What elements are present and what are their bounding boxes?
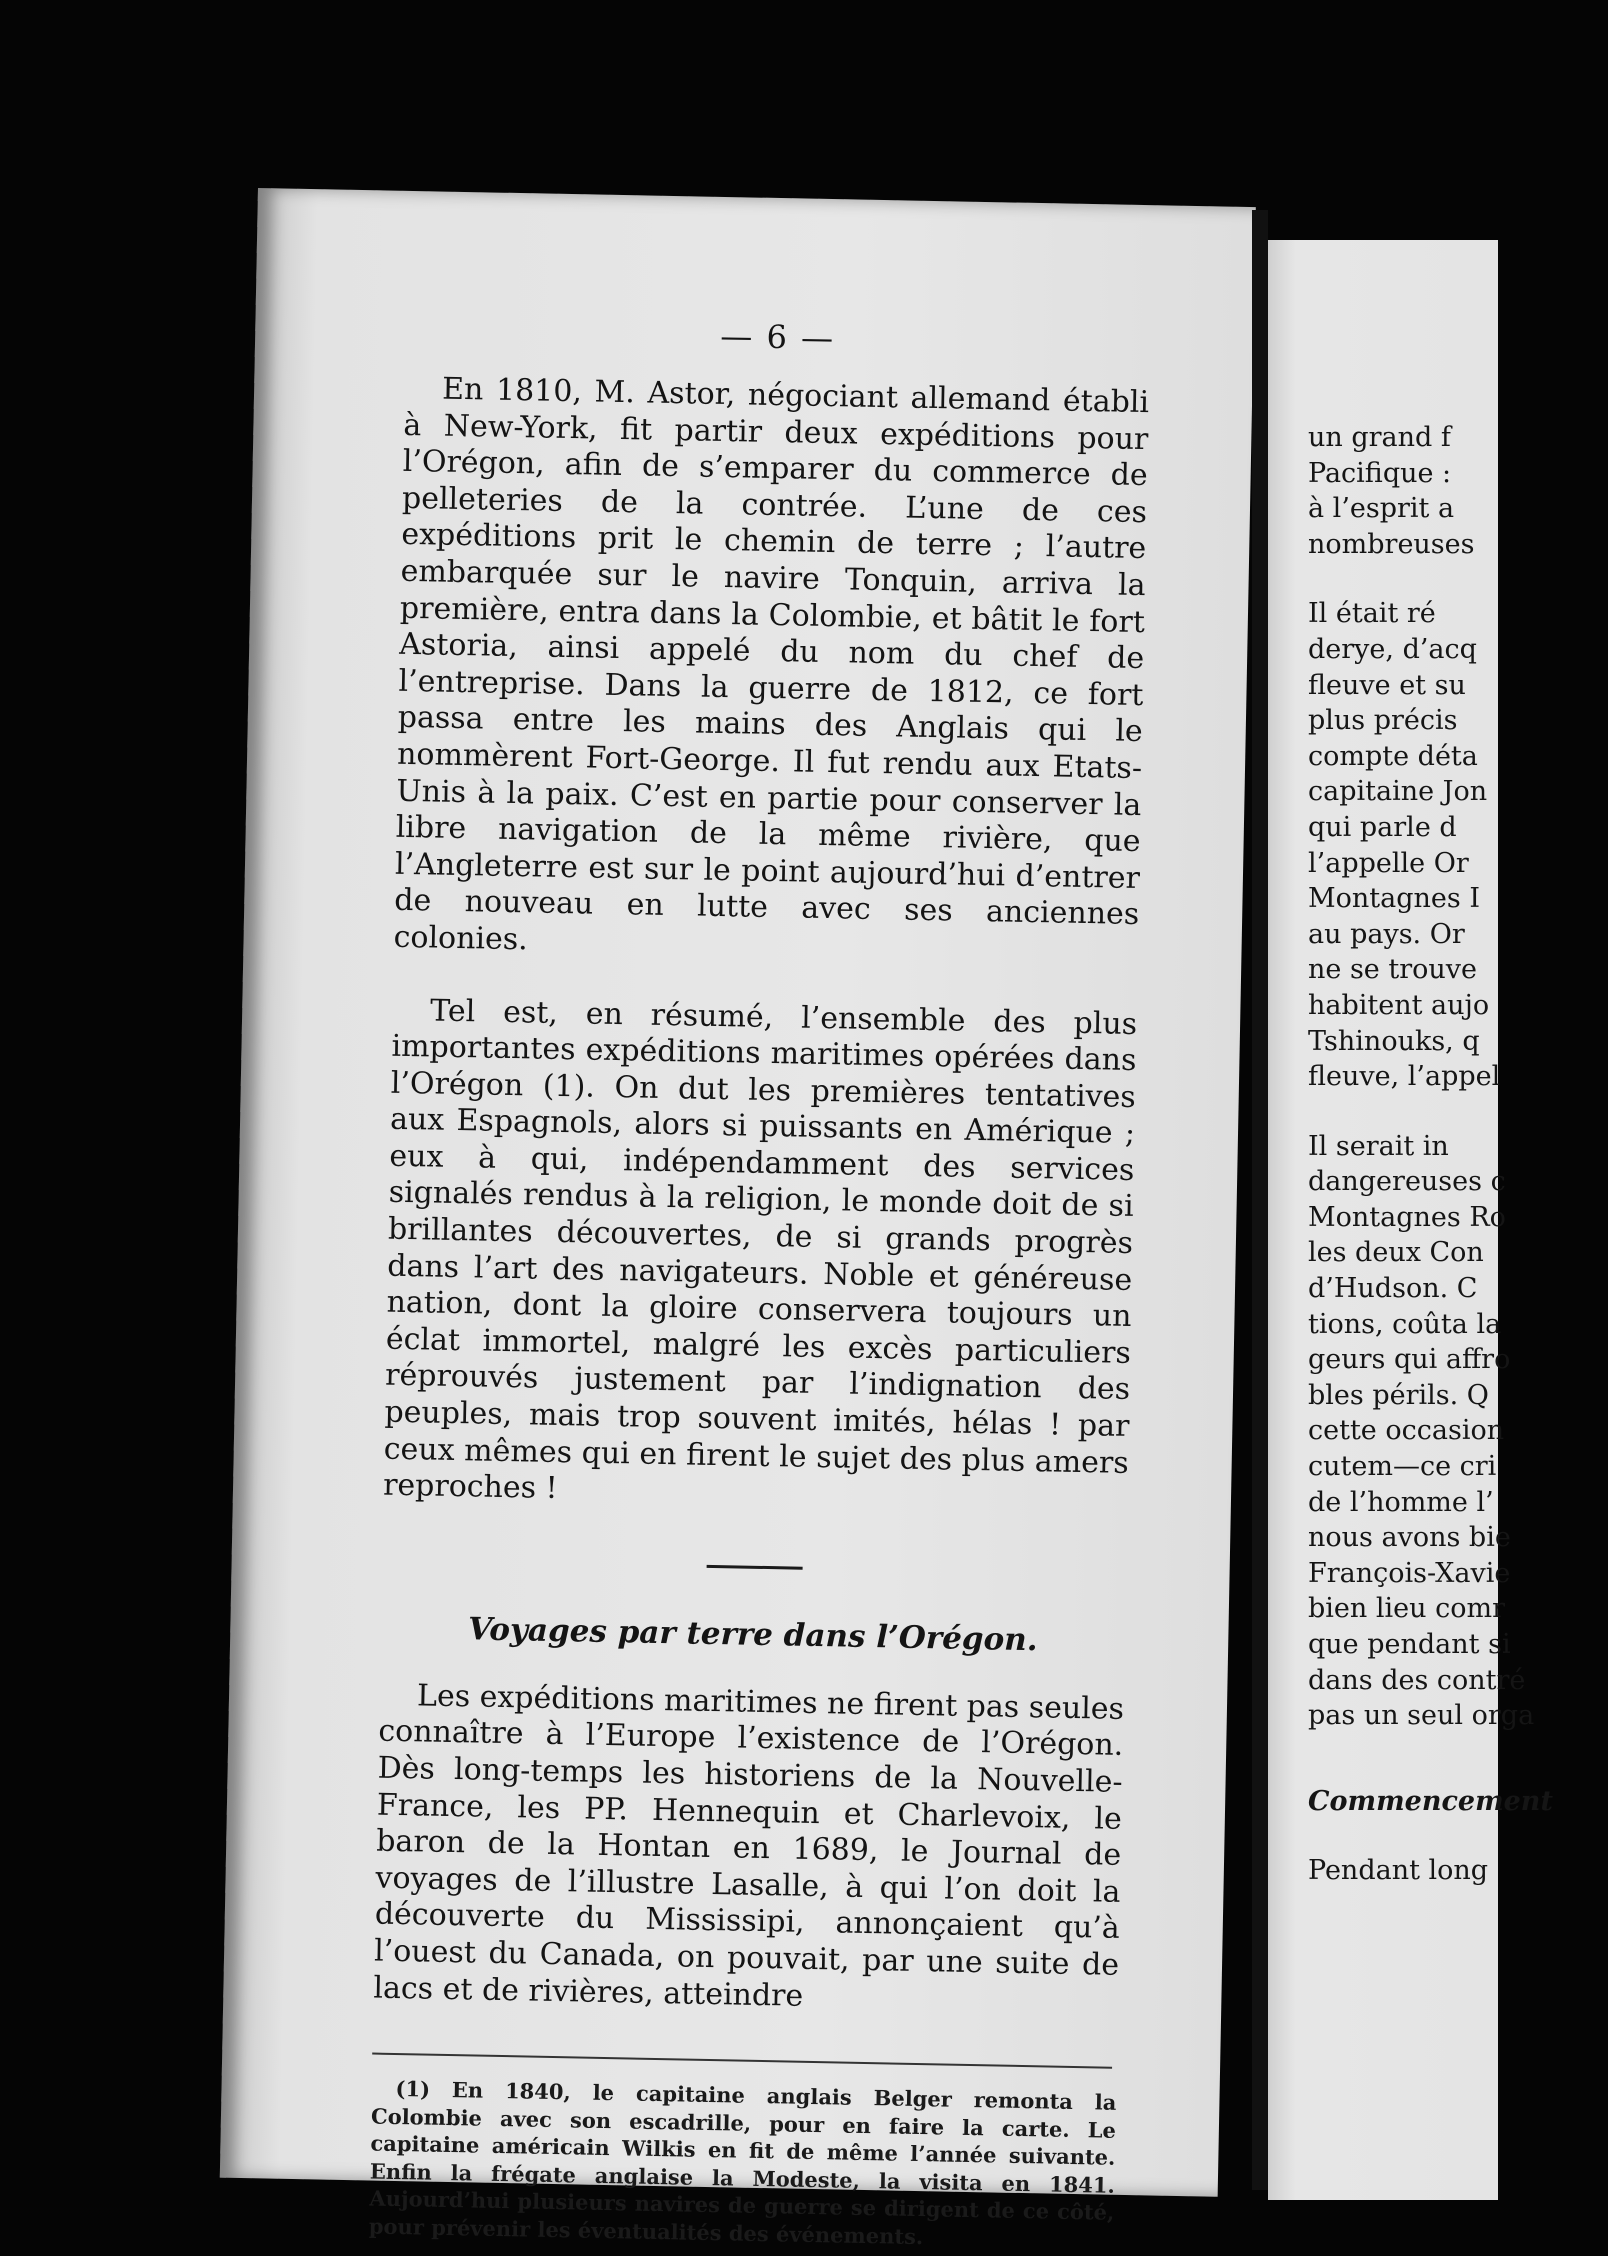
- right-page-content: [1308, 420, 1608, 1889]
- right-line: un grand f: [1308, 422, 1451, 453]
- right-line: habitent aujo: [1308, 989, 1490, 1021]
- right-line: pas un seul orga: [1308, 1700, 1535, 1732]
- footnote: (1) En 1840, le capitaine anglais Belger remonta la Colombie avec son escadrille, pour en faire la carte. Le capitaine américain Wilkis en fit de même l’année suivante. Enfin la frégate anglaise la Modeste, la visita en 1841. Aujourd’hui plusieurs navires de guerre se dirigent de ce côté, pour prévenir les éventualités des événements.: [368, 2076, 1117, 2249]
- right-line: à l’esprit a: [1308, 493, 1455, 525]
- right-line: capitaine Jon: [1308, 776, 1488, 808]
- right-line: les deux Con: [1308, 1237, 1484, 1269]
- page-number: — 6 —: [720, 316, 836, 358]
- left-page-content: [369, 311, 1151, 2254]
- paragraph-summary: Tel est, en résumé, l’ensemble des plus importantes expéditions maritimes opérées dans l’Orégon (1). On dut les premières tentatives aux Espagnols, alors si puissants en Amérique ; eux à qui, indépendamment des services signalés rendus à la religion, le monde doit de si brillantes découvertes, de si grands progrès dans l’art des navigateurs. Noble et généreuse nation, dont la gloire conservera toujours un éclat immortel, malgré les excès particuliers réprouvés justement par l’indignation des peuples, mais trop souvent imités, hélas ! par ceux mêmes qui en firent le sujet des plus amers reproches !: [382, 992, 1138, 1507]
- paragraph-gap: [1308, 562, 1608, 596]
- footnote-rule: [372, 2053, 1112, 2069]
- right-line: d’Hudson. C: [1308, 1273, 1478, 1305]
- paragraph-gap: [1308, 1819, 1608, 1853]
- right-line: cutem—ce cri: [1308, 1451, 1497, 1483]
- right-line: bles périls. Q: [1308, 1379, 1489, 1411]
- right-line: tions, coûta la: [1308, 1308, 1502, 1340]
- right-line: Montagnes Ro: [1308, 1201, 1506, 1233]
- right-line: au pays. Or: [1308, 918, 1465, 950]
- right-line: bien lieu comr: [1308, 1593, 1505, 1625]
- right-line: Il serait in: [1308, 1130, 1449, 1162]
- paragraph-gap: [1308, 1095, 1608, 1129]
- right-line: Tshinouks, q: [1308, 1025, 1480, 1057]
- right-line: nous avons bie: [1308, 1522, 1511, 1554]
- right-line: compte déta: [1308, 740, 1478, 772]
- right-line: geurs qui affro: [1308, 1344, 1511, 1376]
- right-line: Il était ré: [1308, 598, 1436, 630]
- right-line: nombreuses: [1308, 528, 1475, 560]
- right-page: [1268, 240, 1553, 2200]
- right-line: dangereuses c: [1308, 1166, 1506, 1198]
- section-divider: [706, 1565, 802, 1570]
- right-line: François-Xavie: [1308, 1557, 1511, 1589]
- right-line: derye, d’acq: [1308, 633, 1477, 665]
- right-line: Pendant long: [1308, 1855, 1489, 1887]
- paragraph-astor: En 1810, M. Astor, négociant allemand établi à New-York, fit partir deux expéditions pour l’Orégon, afin de s’emparer du commerce de pelleteries de la contrée. L’une de ces expéditions prit le chemin de terre ; l’autre embarquée sur le navire Tonquin, arriva la première, entra dans la Colombie, et bâtit le fort Astoria, ainsi appelé du nom du chef de l’entreprise. Dans la guerre de 1812, ce fort passa entre les mains des Anglais qui le nommèrent Fort-George. Il fut rendu aux Etats-Unis à la paix. C’est en partie pour conserver la libre navigation de la même rivière, que l’Angleterre est sur le point aujourd’hui d’entrer de nouveau en lutte avec ses anciennes colonies.: [393, 371, 1150, 958]
- right-line: qui parle d: [1308, 811, 1457, 843]
- book-gutter: [1252, 210, 1268, 2190]
- right-line: de l’homme l’: [1308, 1486, 1494, 1518]
- right-line: Montagnes I: [1308, 883, 1480, 915]
- paragraph-land-voyages: Les expéditions maritimes ne firent pas seules connaître à l’Europe l’existence de l’Orégon. Dès long-temps les historiens de la Nouvelle-France, les PP. Hennequin et Charlevoix, le baron de la Hontan en 1689, le Journal de voyages de l’illustre Lasalle, à qui l’on doit la découverte du Mississipi, annonçaient qu’à l’ouest du Canada, on pouvait, par une suite de lacs et de rivières, atteindre: [373, 1678, 1125, 2014]
- right-line: cette occasion: [1308, 1415, 1505, 1447]
- left-page: [220, 188, 1256, 2249]
- right-line: fleuve, l’appel: [1308, 1061, 1501, 1093]
- right-section-title: Commencement: [1308, 1785, 1553, 1817]
- right-line: que pendant si: [1308, 1629, 1511, 1660]
- right-line: Pacifique :: [1308, 457, 1452, 489]
- right-line: plus précis: [1308, 705, 1458, 737]
- right-line: ne se trouve: [1308, 954, 1478, 986]
- right-line: dans des contré: [1308, 1664, 1526, 1696]
- right-line: l’appelle Or: [1308, 847, 1469, 879]
- right-line: fleuve et su: [1308, 669, 1466, 701]
- section-title: Voyages par terre dans l’Orégon.: [467, 1611, 1038, 1659]
